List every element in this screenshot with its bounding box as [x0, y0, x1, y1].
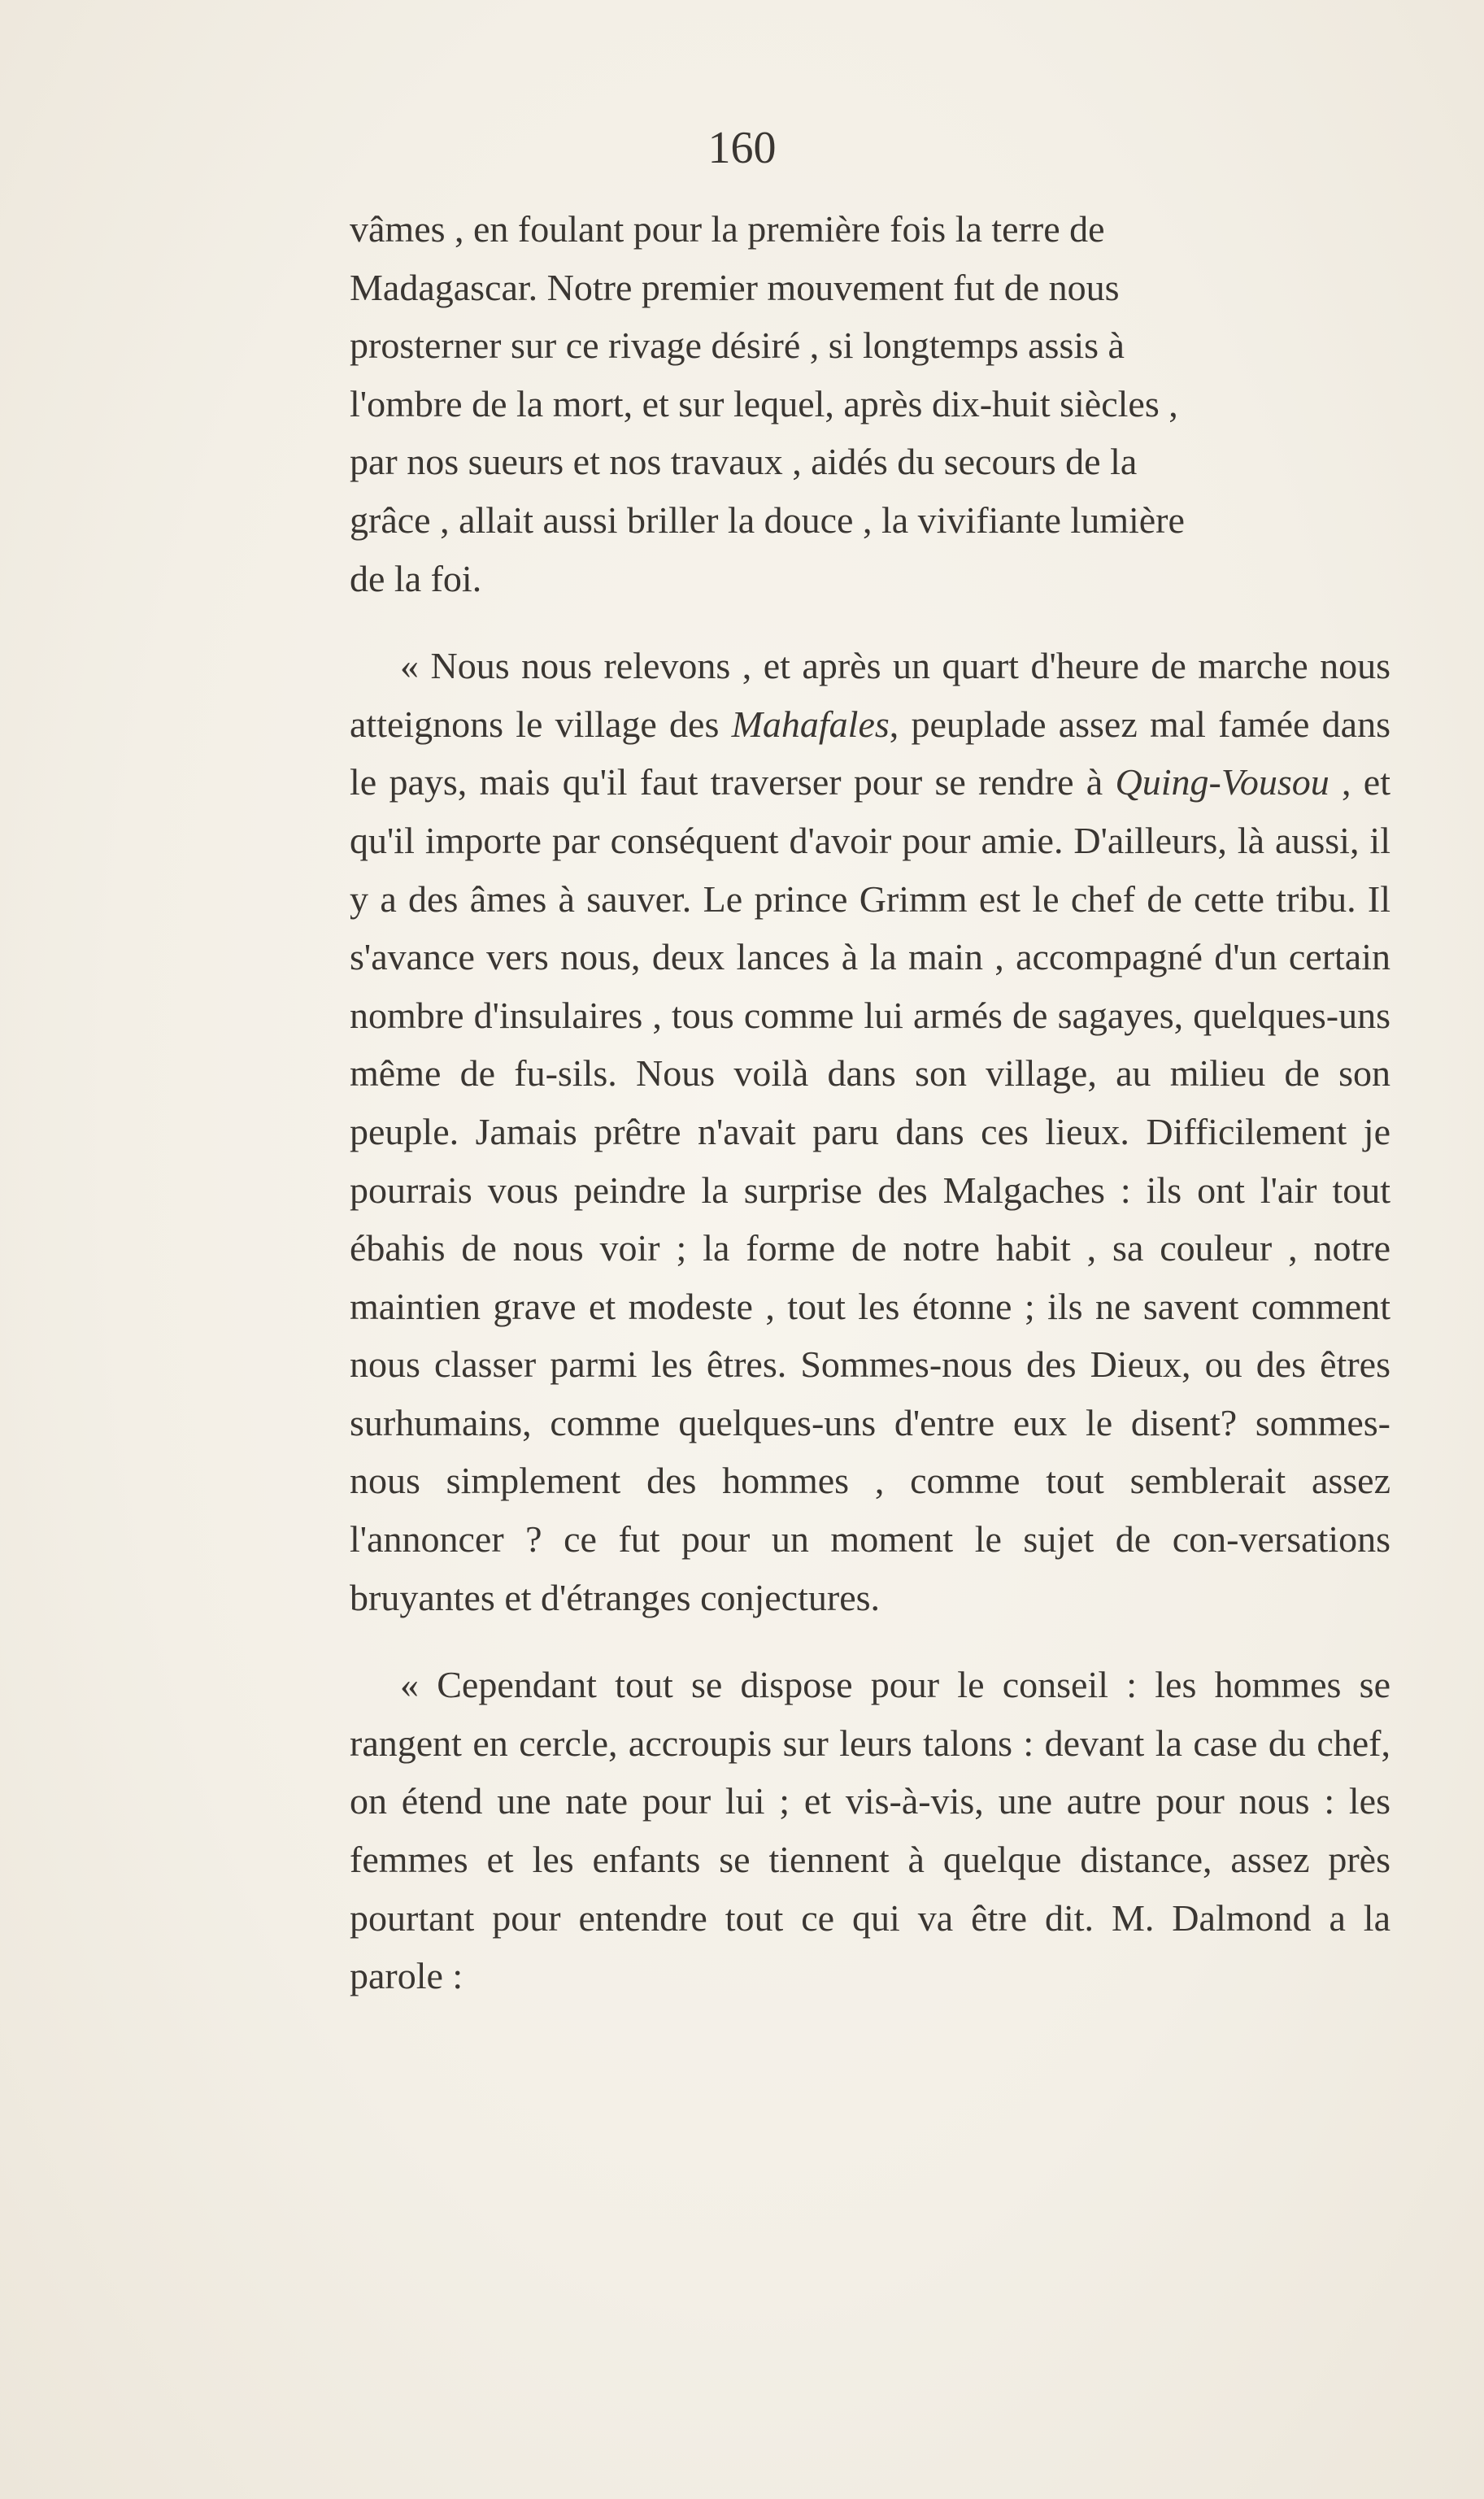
page-number: 160 — [707, 123, 777, 173]
paragraph-2-text-b: , peuplade assez mal famée dans le pays, mais qu'il faut traverser pour se rendre à — [350, 703, 1390, 803]
paragraph-1 — [350, 200, 1390, 607]
text-line: prosterner sur ce rivage désiré , si longtemps assis à — [350, 324, 1125, 367]
body-text — [350, 200, 1390, 2005]
text-line: grâce , allait aussi briller la douce , la vivifiante lumière — [350, 498, 1185, 541]
text-line: de la foi. — [350, 557, 482, 599]
paragraph-2 — [350, 637, 1390, 1626]
paragraph-2-text-a: « Nous nous relevons , et après un quart d'heure de marche nous atteignons le village des — [350, 645, 1390, 745]
text-line: l'ombre de la mort, et sur lequel, après dix-huit siècles , — [350, 382, 1178, 424]
paragraph-3-text: « Cependant tout se dispose pour le conseil : les hommes se rangent en cercle, accroupis sur leurs talons : devant la case du chef, on étend une nate pour lui ; et vis-à-vis, une autre pour nous : les femmes et les enfants se tiennent à quelque distance, assez près pourtant pour entendre tout ce qui va être dit. M. Dalmond a la parole : — [350, 1664, 1390, 1997]
paragraph-3 — [350, 1656, 1390, 2005]
italic-place-quing-vousou: Quing-Vousou — [1115, 761, 1330, 803]
text-line: Madagascar. Notre premier mouvement fut de nous — [350, 266, 1120, 308]
text-line: vâmes , en foulant pour la première fois la terre de — [350, 208, 1105, 250]
paragraph-2-text-c: , et qu'il importe par conséquent d'avoir pour amie. D'ailleurs, là aussi, il y a des âmes à sauver. Le prince Grimm est le chef de cette tribu. Il s'avance vers nous, deux lances à la main , accompagné d'un certain nombre d'insulaires , tous comme lui armés de sagayes, quelques-uns même de fu-sils. Nous voilà dans son village, au milieu de son peuple. Jamais prêtre n'avait paru dans ces lieux. Difficilement je pourrais vous peindre la surprise des Malgaches : ils ont l'air tout ébahis de nous voir ; la forme de notre habit , sa couleur , notre maintien grave et modeste , tout les étonne ; ils ne savent comment nous classer parmi les êtres. Sommes-nous des Dieux, ou des êtres surhumains, comme quelques-uns d'entre eux le disent? sommes-nous simplement des hommes , comme tout semblerait assez l'annoncer ? ce fut pour un moment le sujet de con-versations bruyantes et d'étranges conjectures. — [350, 761, 1390, 1618]
text-line: par nos sueurs et nos travaux , aidés du secours de la — [350, 441, 1138, 483]
italic-term-mahafales: Mahafales — [731, 703, 890, 745]
